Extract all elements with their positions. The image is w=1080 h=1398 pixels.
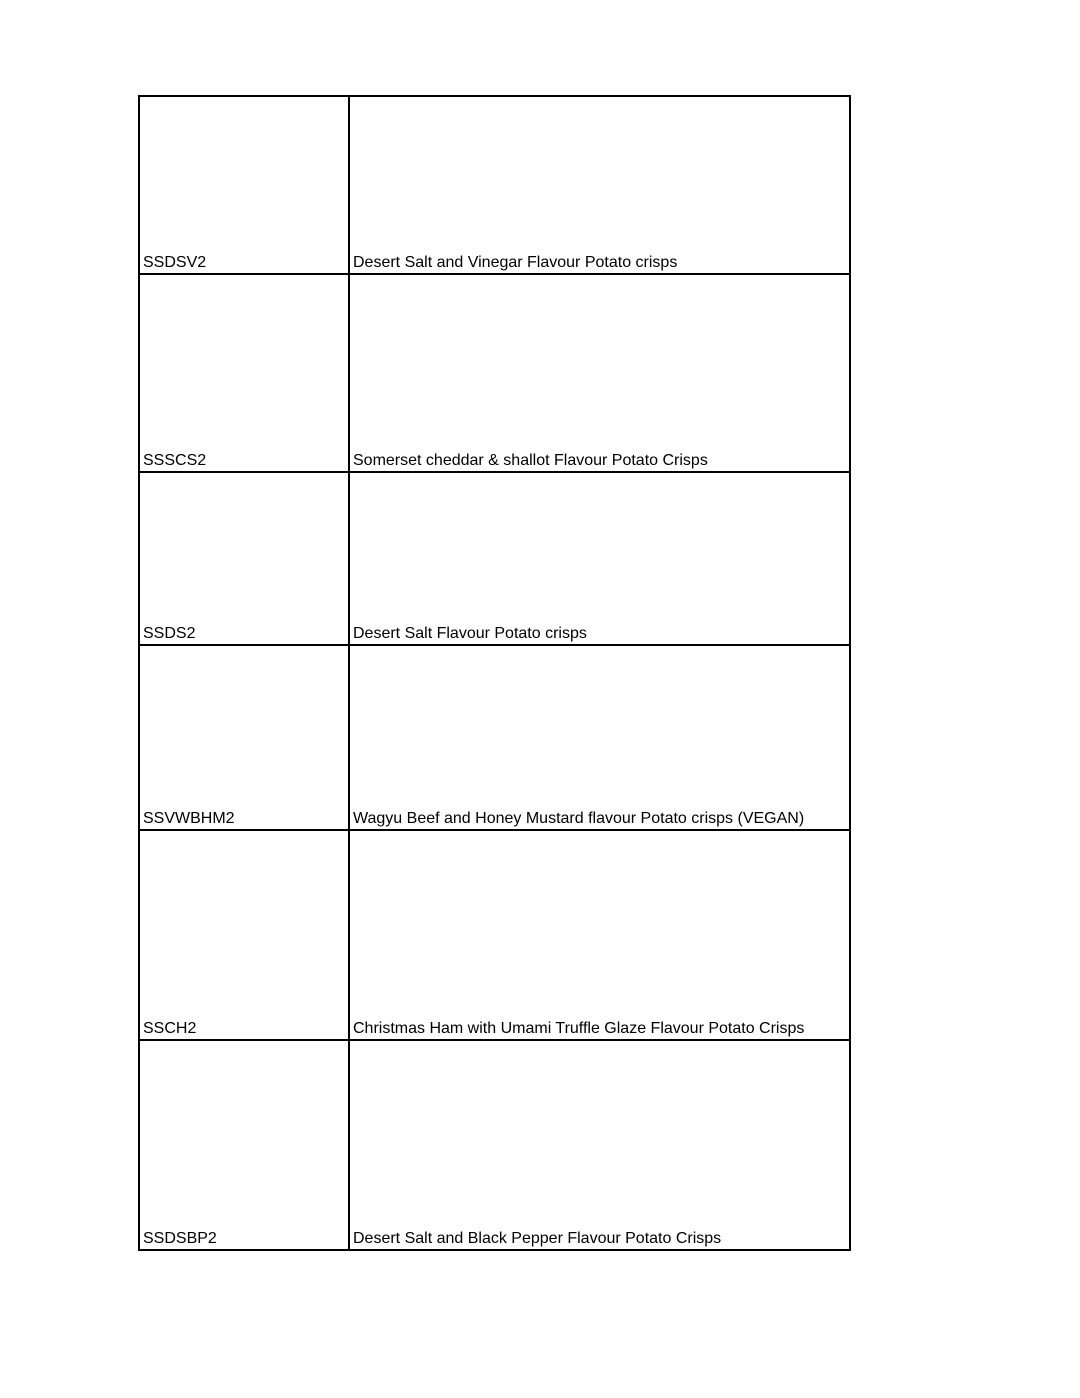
table-row (139, 472, 850, 645)
table-row (139, 645, 850, 830)
product-code-cell: SSDSV2 (139, 96, 349, 274)
product-code-cell: SSVWBHM2 (139, 645, 349, 830)
product-description-cell: Christmas Ham with Umami Truffle Glaze Flavour Potato Crisps (349, 830, 850, 1040)
table-row (139, 274, 850, 472)
product-code-cell: SSSCS2 (139, 274, 349, 472)
product-description-cell: Desert Salt Flavour Potato crisps (349, 472, 850, 645)
product-description-cell: Wagyu Beef and Honey Mustard flavour Potato crisps (VEGAN) (349, 645, 850, 830)
product-code-cell: SSDS2 (139, 472, 349, 645)
product-code-cell: SSDSBP2 (139, 1040, 349, 1250)
product-code-cell: SSCH2 (139, 830, 349, 1040)
product-description-cell: Somerset cheddar & shallot Flavour Potato Crisps (349, 274, 850, 472)
product-table (138, 95, 851, 1251)
table-row (139, 96, 850, 274)
product-description-cell: Desert Salt and Black Pepper Flavour Potato Crisps (349, 1040, 850, 1250)
product-description-cell: Desert Salt and Vinegar Flavour Potato crisps (349, 96, 850, 274)
table-row (139, 1040, 850, 1250)
table-row (139, 830, 850, 1040)
